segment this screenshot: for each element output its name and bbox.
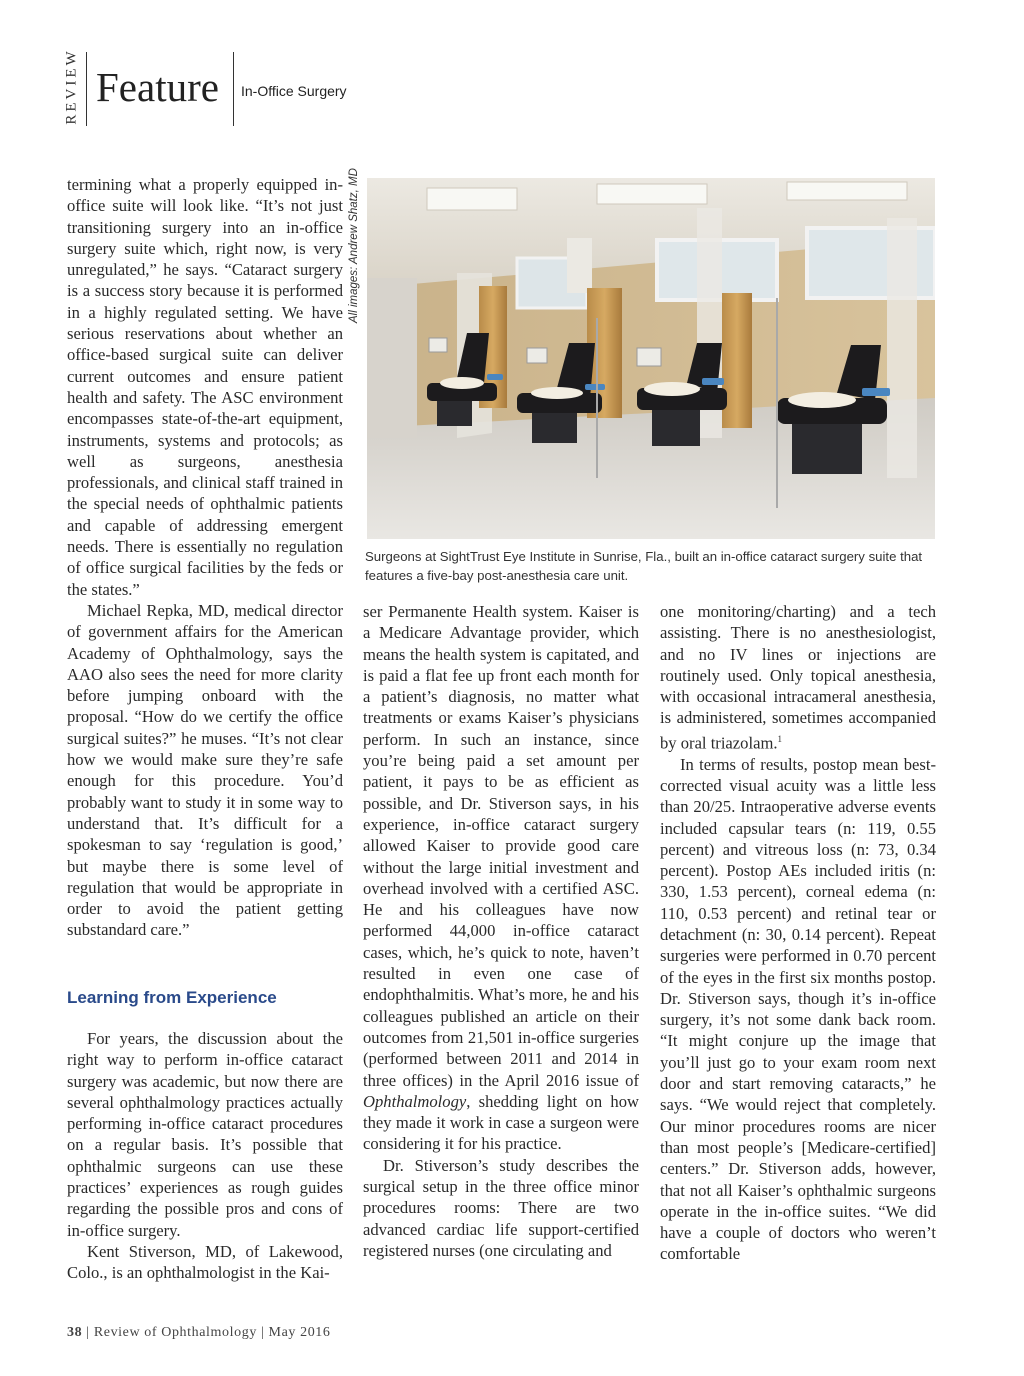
column-1-lower <box>67 1028 343 1284</box>
column-3 <box>660 601 936 1265</box>
subheading: Learning from Experience <box>67 988 277 1007</box>
column-1-upper <box>67 174 343 941</box>
header-divider-left <box>86 52 87 126</box>
feature-title: Feature <box>96 64 219 110</box>
photo-credit: All images: Andrew Shatz, MD <box>348 168 360 323</box>
journal-title: Ophthalmology <box>363 1091 467 1111</box>
photo-caption: Surgeons at SightTrust Eye Institute in Sunrise, Fla., built an in-office cataract surgery suite that features a five-bay post-anesthesia care unit. <box>365 549 923 583</box>
surgery-suite-photo <box>367 178 935 539</box>
paragraph: Michael Repka, MD, medical director of government affairs for the American Academy of Ophthalmology, says the AAO also sees the need for more clarity before jumping onboard with the proposal. “How do we certify the office surgical suites?” he muses. “It’s not clear how we would make sure they’re safe enough for this procedure. You’d probably want to study it in some way to understand that. It’s difficult for a spokesman to say ‘regulation is good,’ but maybe there is some level of regulation that would be appropriate in order to avoid the patient getting substandard care.” <box>67 600 343 940</box>
publication-name: Review of Ophthalmology <box>93 1325 257 1340</box>
issue-date: May 2016 <box>268 1325 331 1340</box>
page-footer: 38 | Review of Ophthalmology | May 2016 <box>67 1325 331 1340</box>
reference-marker: 1 <box>777 733 782 744</box>
paragraph: one monitoring/charting) and a tech assisting. There is no anesthesiologist, and no IV lines or injections are routinely used. Only topical anesthesia, with occasional intracameral anesthesia, is administered, sometimes accompanied by oral triazolam.$^1$ <box>660 602 936 753</box>
column-2 <box>363 601 639 1261</box>
paragraph: Kent Stiverson, MD, of Lakewood, Colo., is an ophthalmologist in the Kai- <box>67 1241 343 1283</box>
page-number: 38 <box>67 1325 83 1340</box>
paragraph: For years, the discussion about the right way to perform in-office cataract surgery was academic, but now there are several ophthalmology practices actually performing in-office cataract procedures on a regular basis. It’s possible that ophthalmic surgeons can use these practices’ experiences as rough guides regarding the possible pros and cons of in-office surgery. <box>67 1029 343 1240</box>
review-label: REVIEW <box>63 48 80 125</box>
paragraph: Dr. Stiverson’s study describes the surgical setup in the three office minor procedures rooms: There are two advanced cardiac life support-certified registered nurses (one circulating and <box>363 1155 639 1260</box>
header-divider-right <box>233 52 234 126</box>
paragraph: ser Permanente Health system. Kaiser is a Medicare Advantage provider, which means the health system is capitated, and is paid a flat fee up front each month for a patient’s diagnosis, no matter what treatments or exams Kaiser’s physicians perform. In such an instance, since you’re being paid a set amount per patient, it pays to be as efficient as possible, and Dr. Stiverson says, in his experience, in-office cataract surgery allowed Kaiser to provide good care without the large initial investment and overhead involved with a certified ASC. He and his colleagues have now performed 44,000 in-office cataract cases, which, he’s quick to note, haven’t resulted in even one case of endophthalmitis. What’s more, he and his colleagues published an article on their outcomes from 21,501 in-office surgeries (performed between 2011 and 2014 in three offices) in the April 2016 issue of Ophthalmology, shedding light on how they made it work in case a surgeon were considering it for his practice. <box>363 602 639 1154</box>
paragraph: termining what a properly equipped in-office suite will look like. “It’s not just transitioning surgery into an in-office surgery suite which, right now, is very unregulated,” he says. “Cataract surgery is a success story because it is performed in a highly regulated setting. We have serious reservations about whether an office-based surgical suite can deliver current outcomes and ensure patient health and safety. The ASC environment encompasses state-of-the-art equipment, instruments, systems and protocols; as well as surgeons, anesthesia professionals, and clinical staff trained in the special needs of ophthalmic patients and capable of addressing emergent needs. There is essentially no regulation of office surgical facilities by the feds or the states.” <box>67 175 343 599</box>
paragraph: In terms of results, postop mean best-corrected visual acuity was a little less than 20/25. Intraoperative adverse events included capsular tears (n: 119, 0.55 percent) and vitreous loss (n: 73, 0.34 percent). Postop AEs included iritis (n: 330, 1.53 percent), corneal edema (n: 110, 0.53 percent) and retinal tear or detachment (n: 30, 0.14 percent). Repeat surgeries were performed in 0.70 percent of the eyes in the first six months postop. Dr. Stiverson says, though it’s in-office surgery, it’s not some dank back room. “It might conjure up the image that you’ll just go to your exam room next door and start removing cataracts,” he says. “We would reject that completely. Our minor procedures rooms are nicer than most people’s [Medicare-certified] centers.” Dr. Stiverson adds, however, that not all Kaiser’s ophthalmic surgeons operate in the in-office suites. “We did have a couple of doctors who weren’t comfortable <box>660 754 936 1264</box>
section-label: In-Office Surgery <box>241 83 347 99</box>
